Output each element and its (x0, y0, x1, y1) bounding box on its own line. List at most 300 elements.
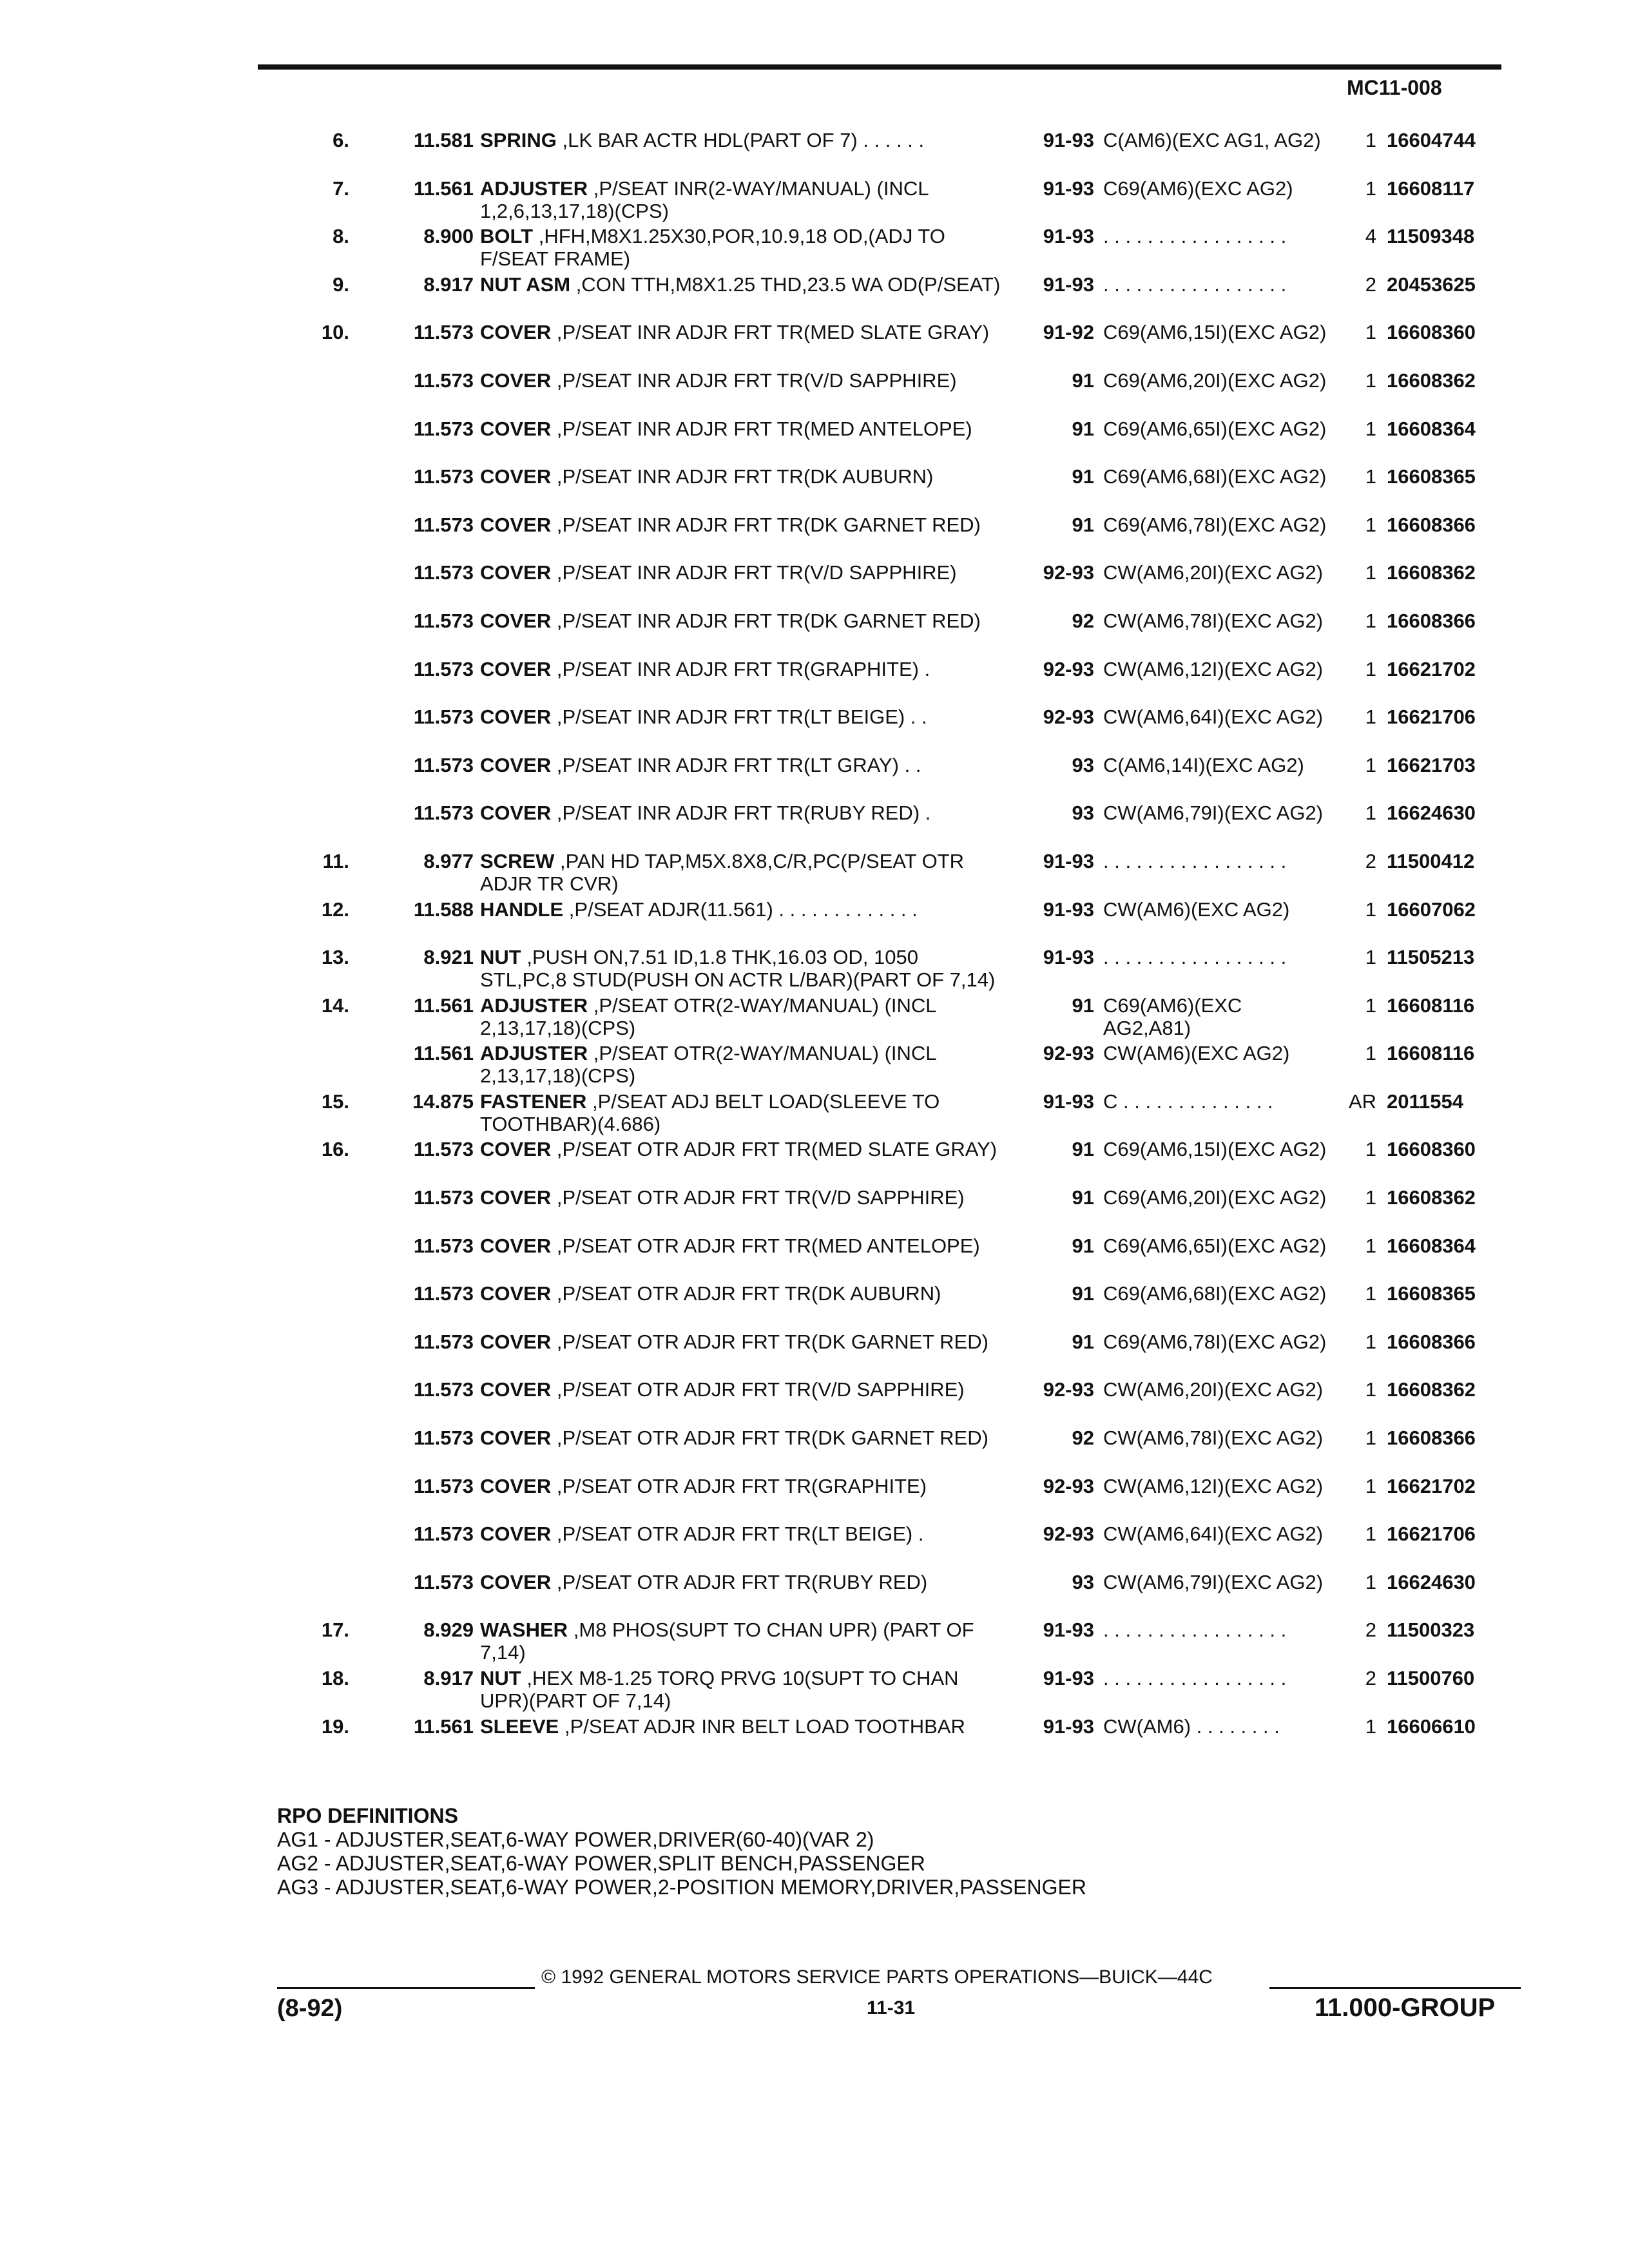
item-number: 10. (321, 321, 349, 344)
usage-code: C(AM6,14I)(EXC AG2) (1103, 753, 1304, 776)
part-name: NUT (480, 1667, 521, 1689)
part-name: COVER (480, 802, 552, 825)
part-description (480, 225, 1008, 270)
quantity: 1 (1365, 1378, 1376, 1401)
part-name: ADJUSTER (480, 994, 588, 1017)
part-number: 11505213 (1387, 946, 1475, 969)
part-detail: ,P/SEAT INR(2-WAY/MANUAL) (INCL 1,2,6,13,17,18)(CPS) (480, 177, 929, 222)
part-description (480, 706, 1008, 728)
group-number: 11.573 (413, 753, 474, 776)
group-number: 11.573 (413, 802, 474, 825)
part-description (480, 465, 1008, 488)
part-number: 16606610 (1387, 1715, 1476, 1738)
part-row (0, 273, 1629, 322)
part-detail: ,P/SEAT OTR ADJR FRT TR(V/D SAPPHIRE) (556, 1186, 965, 1209)
part-name: COVER (480, 561, 552, 584)
group-number: 11.588 (413, 898, 474, 921)
part-description (480, 177, 1008, 222)
usage-code: C69(AM6,15I)(EXC AG2) (1103, 1138, 1327, 1161)
item-number: 18. (321, 1667, 349, 1689)
usage-code: . . . . . . . . . . . . . . . . . (1103, 1619, 1287, 1642)
part-description (480, 1282, 1008, 1305)
part-detail: ,LK BAR ACTR HDL(PART OF 7) . . . . . . (562, 129, 925, 151)
part-description (480, 273, 1008, 296)
part-detail: ,P/SEAT INR ADJR FRT TR(DK GARNET RED) (556, 609, 981, 632)
part-description (480, 1331, 1008, 1353)
part-detail: ,P/SEAT INR ADJR FRT TR(DK AUBURN) (556, 465, 934, 488)
model-years: 93 (1072, 802, 1094, 825)
part-number: 16608362 (1387, 369, 1476, 392)
part-row (0, 850, 1629, 898)
part-detail: ,P/SEAT ADJR(11.561) . . . . . . . . . . . . . (568, 898, 918, 921)
quantity: 1 (1365, 657, 1376, 680)
part-description (480, 1138, 1008, 1160)
part-description (480, 1667, 1008, 1712)
part-name: ADJUSTER (480, 177, 588, 200)
item-number: 14. (321, 994, 349, 1017)
part-row (0, 1235, 1629, 1283)
part-row (0, 1186, 1629, 1235)
usage-code: C69(AM6,65I)(EXC AG2) (1103, 417, 1327, 440)
model-years: 92-93 (1043, 1378, 1094, 1401)
usage-code: CW(AM6)(EXC AG2) (1103, 898, 1290, 921)
part-row (0, 514, 1629, 562)
part-description (480, 1715, 1008, 1738)
part-name: HANDLE (480, 898, 564, 921)
model-years: 91-93 (1043, 849, 1094, 872)
part-detail: ,P/SEAT INR ADJR FRT TR(LT GRAY) . . (556, 753, 921, 776)
group-number: 14.875 (412, 1090, 474, 1113)
part-name: COVER (480, 1186, 552, 1209)
group-number: 11.573 (413, 321, 474, 344)
group-number: 11.573 (413, 417, 474, 440)
item-number: 6. (333, 129, 349, 151)
quantity: 1 (1365, 706, 1376, 729)
model-years: 91-93 (1043, 273, 1094, 296)
part-name: COVER (480, 609, 552, 632)
quantity: 1 (1365, 321, 1376, 344)
group-number: 11.573 (413, 369, 474, 392)
model-years: 91-93 (1043, 1090, 1094, 1113)
part-description (480, 994, 1008, 1039)
model-years: 91 (1072, 369, 1094, 392)
part-row (0, 1523, 1629, 1571)
model-years: 92-93 (1043, 706, 1094, 729)
part-detail: ,P/SEAT OTR ADJR FRT TR(DK AUBURN) (556, 1282, 941, 1305)
part-row (0, 561, 1629, 610)
part-row (0, 1619, 1629, 1667)
part-name: COVER (480, 465, 552, 488)
quantity: 1 (1365, 177, 1376, 200)
part-description (480, 514, 1008, 536)
part-row (0, 1042, 1629, 1090)
part-name: COVER (480, 1378, 552, 1401)
group-number: 8.917 (423, 273, 474, 296)
part-detail: ,P/SEAT INR ADJR FRT TR(LT BEIGE) . . (556, 706, 927, 729)
part-description (480, 1042, 1008, 1087)
part-description (480, 129, 1008, 151)
part-row (0, 465, 1629, 514)
usage-code: CW(AM6,12I)(EXC AG2) (1103, 1474, 1324, 1497)
footer-rule-left (277, 1987, 535, 1989)
group-number: 11.573 (413, 1186, 474, 1209)
part-number: 16608364 (1387, 417, 1476, 440)
group-number: 11.573 (413, 1378, 474, 1401)
part-name: COVER (480, 513, 552, 536)
model-years: 91-93 (1043, 898, 1094, 921)
parts-list (0, 129, 1629, 1763)
part-row (0, 994, 1629, 1043)
part-description (480, 946, 1008, 991)
part-detail: ,P/SEAT OTR ADJR FRT TR(V/D SAPPHIRE) (556, 1378, 965, 1401)
model-years: 92-93 (1043, 1523, 1094, 1546)
part-row (0, 1138, 1629, 1186)
part-row (0, 754, 1629, 802)
part-name: FASTENER (480, 1090, 587, 1113)
item-number: 9. (333, 273, 349, 296)
part-description (480, 1090, 1008, 1135)
part-row (0, 369, 1629, 418)
part-number: 16608360 (1387, 1138, 1476, 1161)
model-years: 91 (1072, 513, 1094, 536)
group-number: 11.573 (413, 561, 474, 584)
model-years: 91-93 (1043, 129, 1094, 151)
part-row (0, 1378, 1629, 1427)
item-number: 13. (321, 946, 349, 969)
part-row (0, 946, 1629, 994)
part-description (480, 418, 1008, 440)
part-detail: ,P/SEAT INR ADJR FRT TR(MED ANTELOPE) (556, 417, 972, 440)
part-detail: ,P/SEAT ADJR INR BELT LOAD TOOTHBAR (564, 1715, 965, 1738)
group-number: 11.573 (413, 1138, 474, 1161)
usage-code: CW(AM6)(EXC AG2) (1103, 1042, 1290, 1065)
part-name: SLEEVE (480, 1715, 559, 1738)
quantity: 1 (1365, 1282, 1376, 1305)
usage-code: . . . . . . . . . . . . . . . . . (1103, 273, 1287, 296)
usage-code: C69(AM6,78I)(EXC AG2) (1103, 513, 1327, 536)
date-code: (8-92) (277, 1995, 343, 2022)
part-description (480, 658, 1008, 680)
model-years: 91-93 (1043, 1619, 1094, 1642)
part-row (0, 1427, 1629, 1475)
part-name: COVER (480, 1570, 552, 1593)
usage-code: C69(AM6,68I)(EXC AG2) (1103, 465, 1327, 488)
part-description (480, 1235, 1008, 1257)
usage-code: C69(AM6,15I)(EXC AG2) (1103, 321, 1327, 344)
part-detail: ,P/SEAT OTR ADJR FRT TR(MED ANTELOPE) (556, 1234, 980, 1257)
model-years: 92-93 (1043, 1042, 1094, 1065)
quantity: 2 (1365, 849, 1376, 872)
part-row (0, 129, 1629, 177)
group-number: 11.573 (413, 465, 474, 488)
usage-code: CW(AM6,20I)(EXC AG2) (1103, 1378, 1324, 1401)
group-number: 8.917 (423, 1667, 474, 1689)
model-years: 91-93 (1043, 1667, 1094, 1689)
part-number: 11500760 (1387, 1667, 1475, 1689)
model-years: 91-93 (1043, 225, 1094, 248)
part-name: SCREW (480, 849, 555, 872)
usage-code: CW(AM6) . . . . . . . . (1103, 1715, 1280, 1738)
quantity: 1 (1365, 994, 1376, 1017)
part-row (0, 177, 1629, 226)
usage-code: CW(AM6,64I)(EXC AG2) (1103, 1523, 1324, 1546)
part-detail: ,P/SEAT INR ADJR FRT TR(MED SLATE GRAY) (556, 321, 990, 344)
part-description (480, 754, 1008, 776)
group-number: 11.573 (413, 609, 474, 632)
item-number: 7. (333, 177, 349, 200)
part-row (0, 1667, 1629, 1715)
part-name: COVER (480, 1234, 552, 1257)
quantity: 1 (1365, 1570, 1376, 1593)
part-detail: ,P/SEAT OTR ADJR FRT TR(DK GARNET RED) (556, 1330, 988, 1353)
part-detail: ,P/SEAT OTR(2-WAY/MANUAL) (INCL 2,13,17,18)(CPS) (480, 1042, 936, 1088)
model-years: 91 (1072, 417, 1094, 440)
part-description (480, 1571, 1008, 1593)
group-number: 8.977 (423, 849, 474, 872)
model-years: 92-93 (1043, 1474, 1094, 1497)
part-number: 11509348 (1387, 225, 1475, 248)
quantity: 1 (1365, 1715, 1376, 1738)
top-rule (258, 64, 1501, 70)
quantity: 1 (1365, 609, 1376, 632)
group-number: 8.929 (423, 1619, 474, 1642)
part-number: 16607062 (1387, 898, 1476, 921)
document-code: MC11-008 (1347, 76, 1442, 99)
part-row (0, 321, 1629, 369)
part-description (480, 369, 1008, 392)
part-number: 16608366 (1387, 513, 1476, 536)
part-number: 16621702 (1387, 1474, 1476, 1497)
quantity: 1 (1365, 1427, 1376, 1450)
part-number: 16608366 (1387, 1427, 1476, 1450)
model-years: 91 (1072, 1138, 1094, 1161)
usage-code: CW(AM6,12I)(EXC AG2) (1103, 657, 1324, 680)
part-number: 16604744 (1387, 129, 1476, 151)
part-detail: ,P/SEAT OTR ADJR FRT TR(DK GARNET RED) (556, 1427, 988, 1450)
part-name: COVER (480, 1427, 552, 1450)
part-detail: ,CON TTH,M8X1.25 THD,23.5 WA OD(P/SEAT) (575, 273, 1001, 296)
part-number: 16608362 (1387, 1378, 1476, 1401)
quantity: 1 (1365, 561, 1376, 584)
part-detail: ,PUSH ON,7.51 ID,1.8 THK,16.03 OD, 1050 STL,PC,8 STUD(PUSH ON ACTR L/BAR)(PART OF 7,14) (480, 946, 996, 992)
rpo-title: RPO DEFINITIONS (277, 1804, 458, 1827)
part-name: NUT ASM (480, 273, 571, 296)
usage-code: . . . . . . . . . . . . . . . . . (1103, 849, 1287, 872)
rpo-line: AG2 - ADJUSTER,SEAT,6-WAY POWER,SPLIT BENCH,PASSENGER (277, 1852, 925, 1875)
quantity: 1 (1365, 1138, 1376, 1161)
group-number: 8.900 (423, 225, 474, 248)
model-years: 93 (1072, 753, 1094, 776)
part-row (0, 610, 1629, 658)
group-number: 11.573 (413, 1234, 474, 1257)
part-row (0, 898, 1629, 947)
part-name: COVER (480, 369, 552, 392)
quantity: 1 (1365, 802, 1376, 825)
usage-code: . . . . . . . . . . . . . . . . . (1103, 1667, 1287, 1689)
part-number: 16608362 (1387, 561, 1476, 584)
model-years: 91-93 (1043, 177, 1094, 200)
usage-code: C69(AM6,20I)(EXC AG2) (1103, 369, 1327, 392)
group-number: 11.561 (413, 1715, 474, 1738)
part-name: COVER (480, 1330, 552, 1353)
quantity: 1 (1365, 753, 1376, 776)
usage-code: . . . . . . . . . . . . . . . . . (1103, 225, 1287, 248)
group-number: 11.573 (413, 1570, 474, 1593)
model-years: 91-93 (1043, 946, 1094, 969)
group-number: 11.573 (413, 657, 474, 680)
part-row (0, 1331, 1629, 1379)
usage-code: C69(AM6)(EXC AG2,A81) (1103, 994, 1242, 1039)
part-detail: ,HEX M8-1.25 TORQ PRVG 10(SUPT TO CHAN UPR)(PART OF 7,14) (480, 1667, 959, 1712)
part-number: 16621706 (1387, 706, 1476, 729)
usage-code: CW(AM6,78I)(EXC AG2) (1103, 1427, 1324, 1450)
usage-code: C . . . . . . . . . . . . . . (1103, 1090, 1273, 1113)
part-name: COVER (480, 753, 552, 776)
quantity: 1 (1365, 898, 1376, 921)
part-row (0, 1715, 1629, 1763)
part-number: 16608366 (1387, 1330, 1476, 1353)
usage-code: CW(AM6,64I)(EXC AG2) (1103, 706, 1324, 729)
part-row (0, 802, 1629, 850)
part-detail: ,P/SEAT OTR ADJR FRT TR(GRAPHITE) (556, 1474, 927, 1497)
part-name: COVER (480, 1523, 552, 1546)
part-number: 16621706 (1387, 1523, 1476, 1546)
model-years: 91-92 (1043, 321, 1094, 344)
item-number: 8. (333, 225, 349, 248)
part-row (0, 1282, 1629, 1331)
rpo-definitions (277, 1804, 1086, 1899)
part-detail: ,P/SEAT ADJ BELT LOAD(SLEEVE TO TOOTHBAR)(4.686) (480, 1090, 940, 1135)
part-number: 16624630 (1387, 802, 1476, 825)
rpo-line: AG1 - ADJUSTER,SEAT,6-WAY POWER,DRIVER(60-40)(VAR 2) (277, 1828, 874, 1851)
quantity: 1 (1365, 1186, 1376, 1209)
part-detail: ,P/SEAT INR ADJR FRT TR(RUBY RED) . (556, 802, 931, 825)
quantity: 1 (1365, 946, 1376, 969)
usage-code: C(AM6)(EXC AG1, AG2) (1103, 129, 1321, 151)
item-number: 12. (321, 898, 349, 921)
part-row (0, 1090, 1629, 1139)
part-detail: ,P/SEAT OTR(2-WAY/MANUAL) (INCL 2,13,17,18)(CPS) (480, 994, 936, 1039)
part-name: COVER (480, 706, 552, 729)
group-number: 11.561 (413, 177, 474, 200)
usage-code: CW(AM6,78I)(EXC AG2) (1103, 609, 1324, 632)
part-description (480, 561, 1008, 584)
model-years: 92-93 (1043, 657, 1094, 680)
part-detail: ,P/SEAT INR ADJR FRT TR(V/D SAPPHIRE) (556, 369, 957, 392)
group-number: 11.581 (413, 129, 474, 151)
part-name: ADJUSTER (480, 1042, 588, 1065)
model-years: 91 (1072, 1186, 1094, 1209)
part-name: COVER (480, 417, 552, 440)
quantity: AR (1348, 1090, 1376, 1113)
part-description (480, 1427, 1008, 1449)
part-number: 11500323 (1387, 1619, 1475, 1642)
group-number: 11.573 (413, 1330, 474, 1353)
usage-code: C69(AM6)(EXC AG2) (1103, 177, 1293, 200)
model-years: 92 (1072, 1427, 1094, 1450)
part-number: 16621703 (1387, 753, 1476, 776)
part-number: 20453625 (1387, 273, 1476, 296)
part-name: COVER (480, 1282, 552, 1305)
quantity: 1 (1365, 1330, 1376, 1353)
usage-code: C69(AM6,65I)(EXC AG2) (1103, 1234, 1327, 1257)
part-name: WASHER (480, 1619, 568, 1642)
part-detail: ,P/SEAT OTR ADJR FRT TR(RUBY RED) (556, 1570, 928, 1593)
group-number: 11.561 (413, 1042, 474, 1065)
part-description (480, 1186, 1008, 1209)
part-number: 16608364 (1387, 1234, 1476, 1257)
part-detail: ,HFH,M8X1.25X30,POR,10.9,18 OD,(ADJ TO F/SEAT FRAME) (480, 225, 945, 271)
quantity: 1 (1365, 1042, 1376, 1065)
usage-code: CW(AM6,79I)(EXC AG2) (1103, 802, 1324, 825)
part-name: COVER (480, 657, 552, 680)
part-row (0, 1475, 1629, 1523)
part-detail: ,P/SEAT OTR ADJR FRT TR(MED SLATE GRAY) (556, 1138, 998, 1161)
group-number: 11.561 (413, 994, 474, 1017)
group-number: 11.573 (413, 706, 474, 729)
model-years: 91 (1072, 994, 1094, 1017)
quantity: 1 (1365, 129, 1376, 151)
part-name: SPRING (480, 129, 557, 151)
item-number: 17. (321, 1619, 349, 1642)
quantity: 1 (1365, 465, 1376, 488)
model-years: 93 (1072, 1570, 1094, 1593)
part-detail: ,M8 PHOS(SUPT TO CHAN UPR) (PART OF 7,14) (480, 1619, 974, 1664)
usage-code: CW(AM6,79I)(EXC AG2) (1103, 1570, 1324, 1593)
model-years: 92 (1072, 609, 1094, 632)
usage-code: C69(AM6,68I)(EXC AG2) (1103, 1282, 1327, 1305)
part-name: COVER (480, 1138, 552, 1161)
part-description (480, 802, 1008, 824)
item-number: 19. (321, 1715, 349, 1738)
part-detail: ,P/SEAT OTR ADJR FRT TR(LT BEIGE) . (556, 1523, 924, 1546)
part-description (480, 850, 1008, 895)
part-number: 16608365 (1387, 1282, 1476, 1305)
quantity: 1 (1365, 1523, 1376, 1546)
part-name: COVER (480, 1474, 552, 1497)
part-number: 11500412 (1387, 849, 1475, 872)
quantity: 1 (1365, 369, 1376, 392)
part-detail: ,PAN HD TAP,M5X.8X8,C/R,PC(P/SEAT OTR ADJR TR CVR) (480, 849, 965, 895)
part-number: 2011554 (1387, 1090, 1463, 1113)
part-row (0, 706, 1629, 754)
part-name: BOLT (480, 225, 534, 248)
page-number: 11-31 (867, 1997, 916, 2019)
usage-code: C69(AM6,78I)(EXC AG2) (1103, 1330, 1327, 1353)
group-number: 11.573 (413, 1282, 474, 1305)
part-number: 16608116 (1387, 1042, 1475, 1065)
quantity: 1 (1365, 1474, 1376, 1497)
group-number: 11.573 (413, 1523, 474, 1546)
part-number: 16608362 (1387, 1186, 1476, 1209)
part-description (480, 1378, 1008, 1401)
part-row (0, 418, 1629, 466)
footer-rule-right (1269, 1987, 1521, 1989)
usage-code: CW(AM6,20I)(EXC AG2) (1103, 561, 1324, 584)
quantity: 1 (1365, 513, 1376, 536)
part-name: NUT (480, 946, 521, 969)
part-name: COVER (480, 321, 552, 344)
part-number: 16608116 (1387, 994, 1475, 1017)
part-description (480, 898, 1008, 921)
part-detail: ,P/SEAT INR ADJR FRT TR(GRAPHITE) . (556, 657, 930, 680)
group-number: 11.573 (413, 1474, 474, 1497)
part-row (0, 225, 1629, 273)
quantity: 4 (1365, 225, 1376, 248)
part-detail: ,P/SEAT INR ADJR FRT TR(DK GARNET RED) (556, 513, 981, 536)
part-number: 16608366 (1387, 609, 1476, 632)
usage-code: . . . . . . . . . . . . . . . . . (1103, 946, 1287, 969)
